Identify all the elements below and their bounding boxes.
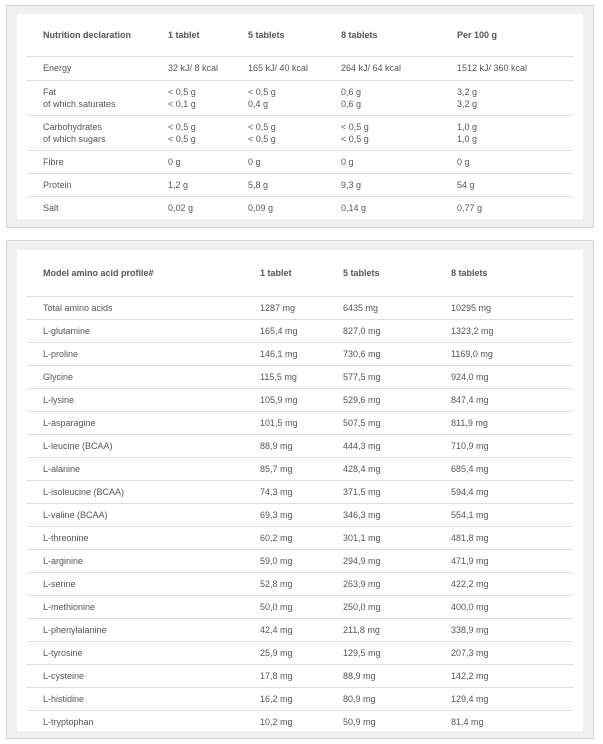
amino-value: 17,8 mg bbox=[244, 664, 327, 687]
amino-value: 577,5 mg bbox=[327, 365, 435, 388]
nutrition-row-energy bbox=[27, 56, 573, 80]
nutrient-value: 32 kJ/ 8 kcal bbox=[152, 56, 232, 80]
amino-row bbox=[27, 618, 573, 641]
amino-card bbox=[6, 240, 594, 739]
amino-label: L-arginine bbox=[27, 549, 244, 572]
amino-value: 471,9 mg bbox=[435, 549, 573, 572]
amino-label: L-tyrosine bbox=[27, 641, 244, 664]
amino-value: 142,2 mg bbox=[435, 664, 573, 687]
amino-label: L-asparagine bbox=[27, 411, 244, 434]
amino-value: 685,4 mg bbox=[435, 457, 573, 480]
amino-row bbox=[27, 687, 573, 710]
amino-label: L-serine bbox=[27, 572, 244, 595]
nutrient-value bbox=[441, 80, 573, 115]
amino-value: 811,9 mg bbox=[435, 411, 573, 434]
amino-value: 481,8 mg bbox=[435, 526, 573, 549]
amino-value: 25,9 mg bbox=[244, 641, 327, 664]
value-sub: < 0,5 g bbox=[168, 133, 196, 144]
amino-label: L-glutamine bbox=[27, 319, 244, 342]
amino-header-8-tablets: 8 tablets bbox=[451, 267, 488, 278]
amino-value: 301,1 mg bbox=[327, 526, 435, 549]
nutrient-value: 264 kJ/ 64 kcal bbox=[325, 56, 441, 80]
amino-value: 59,0 mg bbox=[244, 549, 327, 572]
amino-label: L-cysteine bbox=[27, 664, 244, 687]
amino-row bbox=[27, 710, 573, 733]
amino-row bbox=[27, 664, 573, 687]
amino-value: 371,5 mg bbox=[327, 480, 435, 503]
amino-value: 594,4 mg bbox=[435, 480, 573, 503]
amino-value: 554,1 mg bbox=[435, 503, 573, 526]
nutrition-header-per-100g: Per 100 g bbox=[457, 29, 498, 40]
nutrition-header-label: Nutrition declaration bbox=[43, 29, 132, 40]
amino-value: 88,9 mg bbox=[327, 664, 435, 687]
amino-value: 346,3 mg bbox=[327, 503, 435, 526]
nutrient-value: 1,2 g bbox=[152, 173, 232, 196]
nutrient-label: Energy bbox=[27, 56, 152, 80]
amino-label: L-histidine bbox=[27, 687, 244, 710]
nutrient-label-main: Carbohydrates bbox=[43, 121, 103, 132]
nutrition-table bbox=[27, 14, 573, 219]
amino-label: L-phenylalanine bbox=[27, 618, 244, 641]
amino-value: 263,9 mg bbox=[327, 572, 435, 595]
nutrient-label-sub: of which saturates bbox=[43, 98, 116, 109]
value-main: < 0,5 g bbox=[341, 121, 369, 132]
value-main: 0,6 g bbox=[341, 86, 362, 97]
amino-value: 69,3 mg bbox=[244, 503, 327, 526]
nutrition-header-row bbox=[27, 14, 573, 56]
amino-row bbox=[27, 457, 573, 480]
amino-row bbox=[27, 388, 573, 411]
nutrition-row-protein bbox=[27, 173, 573, 196]
amino-row bbox=[27, 434, 573, 457]
amino-row bbox=[27, 595, 573, 618]
amino-header-1-tablet: 1 tablet bbox=[260, 267, 292, 278]
nutrient-value bbox=[325, 80, 441, 115]
amino-value: 294,9 mg bbox=[327, 549, 435, 572]
amino-value: 16,2 mg bbox=[244, 687, 327, 710]
amino-value: 207,3 mg bbox=[435, 641, 573, 664]
amino-value: 60,2 mg bbox=[244, 526, 327, 549]
amino-value: 6435 mg bbox=[327, 296, 435, 319]
value-main: < 0,5 g bbox=[248, 121, 276, 132]
amino-value: 105,9 mg bbox=[244, 388, 327, 411]
amino-row bbox=[27, 503, 573, 526]
amino-row bbox=[27, 526, 573, 549]
amino-panel bbox=[17, 250, 583, 731]
nutrient-value: 0 g bbox=[325, 150, 441, 173]
amino-value: 81,4 mg bbox=[435, 710, 573, 733]
amino-value: 250,0 mg bbox=[327, 595, 435, 618]
nutrient-value: 0 g bbox=[232, 150, 325, 173]
amino-label: Total amino acids bbox=[27, 296, 244, 319]
value-sub: 3,2 g bbox=[457, 98, 478, 109]
nutrient-value bbox=[232, 115, 325, 150]
nutrient-value: 0,14 g bbox=[325, 196, 441, 219]
nutrient-value: 0,09 g bbox=[232, 196, 325, 219]
nutrient-value: 1512 kJ/ 360 kcal bbox=[441, 56, 573, 80]
value-main: < 0,5 g bbox=[168, 86, 196, 97]
nutrient-label bbox=[27, 80, 152, 115]
value-sub: 0,6 g bbox=[341, 98, 362, 109]
amino-value: 847,4 mg bbox=[435, 388, 573, 411]
amino-value: 80,9 mg bbox=[327, 687, 435, 710]
nutrition-row-carbohydrates bbox=[27, 115, 573, 150]
value-sub: < 0,5 g bbox=[341, 133, 369, 144]
nutrition-panel bbox=[17, 14, 583, 219]
amino-label: L-isoleucine (BCAA) bbox=[27, 480, 244, 503]
amino-label: Glycine bbox=[27, 365, 244, 388]
amino-value: 88,9 mg bbox=[244, 434, 327, 457]
amino-row bbox=[27, 572, 573, 595]
nutrient-label: Fibre bbox=[27, 150, 152, 173]
nutrient-value bbox=[152, 80, 232, 115]
amino-value: 444,3 mg bbox=[327, 434, 435, 457]
amino-value: 924,0 mg bbox=[435, 365, 573, 388]
amino-value: 400,0 mg bbox=[435, 595, 573, 618]
nutrient-value bbox=[232, 80, 325, 115]
amino-value: 42,4 mg bbox=[244, 618, 327, 641]
nutrient-value bbox=[152, 115, 232, 150]
amino-value: 428,4 mg bbox=[327, 457, 435, 480]
amino-row bbox=[27, 319, 573, 342]
amino-value: 710,9 mg bbox=[435, 434, 573, 457]
nutrient-value bbox=[441, 115, 573, 150]
value-main: < 0,5 g bbox=[168, 121, 196, 132]
nutrition-header-5-tablets: 5 tablets bbox=[248, 29, 285, 40]
amino-row bbox=[27, 342, 573, 365]
nutrient-label: Salt bbox=[27, 196, 152, 219]
amino-value: 146,1 mg bbox=[244, 342, 327, 365]
amino-value: 529,6 mg bbox=[327, 388, 435, 411]
amino-row bbox=[27, 296, 573, 319]
nutrient-label: Protein bbox=[27, 173, 152, 196]
amino-label: L-methionine bbox=[27, 595, 244, 618]
value-sub: < 0,5 g bbox=[248, 133, 276, 144]
nutrient-value: 0 g bbox=[441, 150, 573, 173]
amino-value: 74,3 mg bbox=[244, 480, 327, 503]
amino-label: L-threonine bbox=[27, 526, 244, 549]
nutrition-row-salt bbox=[27, 196, 573, 219]
value-main: 3,2 g bbox=[457, 86, 478, 97]
nutrient-value bbox=[325, 115, 441, 150]
amino-value: 101,5 mg bbox=[244, 411, 327, 434]
amino-label: L-valine (BCAA) bbox=[27, 503, 244, 526]
amino-value: 211,8 mg bbox=[327, 618, 435, 641]
nutrition-card bbox=[6, 5, 594, 228]
amino-row bbox=[27, 480, 573, 503]
amino-row bbox=[27, 411, 573, 434]
amino-header-row bbox=[27, 250, 573, 296]
value-sub: < 0,1 g bbox=[168, 98, 196, 109]
amino-value: 1287 mg bbox=[244, 296, 327, 319]
amino-value: 507,5 mg bbox=[327, 411, 435, 434]
amino-value: 827,0 mg bbox=[327, 319, 435, 342]
amino-value: 129,4 mg bbox=[435, 687, 573, 710]
amino-label: L-leucine (BCAA) bbox=[27, 434, 244, 457]
amino-value: 422,2 mg bbox=[435, 572, 573, 595]
amino-value: 1323,2 mg bbox=[435, 319, 573, 342]
amino-label: L-tryptophan bbox=[27, 710, 244, 733]
amino-value: 10,2 mg bbox=[244, 710, 327, 733]
amino-value: 730,6 mg bbox=[327, 342, 435, 365]
value-main: < 0,5 g bbox=[248, 86, 276, 97]
nutrient-label-sub: of which sugars bbox=[43, 133, 106, 144]
amino-label: L-lysine bbox=[27, 388, 244, 411]
value-sub: 0,4 g bbox=[248, 98, 269, 109]
nutrient-value: 9,3 g bbox=[325, 173, 441, 196]
nutrient-label-main: Fat bbox=[43, 86, 57, 97]
amino-value: 338,9 mg bbox=[435, 618, 573, 641]
nutrient-value: 0,02 g bbox=[152, 196, 232, 219]
amino-value: 85,7 mg bbox=[244, 457, 327, 480]
amino-value: 10295 mg bbox=[435, 296, 573, 319]
amino-value: 165,4 mg bbox=[244, 319, 327, 342]
nutrient-label bbox=[27, 115, 152, 150]
amino-table bbox=[27, 250, 573, 733]
amino-value: 50,9 mg bbox=[327, 710, 435, 733]
amino-value: 115,5 mg bbox=[244, 365, 327, 388]
nutrient-value: 5,8 g bbox=[232, 173, 325, 196]
amino-header-label: Model amino acid profile# bbox=[43, 267, 154, 278]
nutrient-value: 54 g bbox=[441, 173, 573, 196]
amino-row bbox=[27, 365, 573, 388]
nutrition-row-fat bbox=[27, 80, 573, 115]
nutrition-header-8-tablets: 8 tablets bbox=[341, 29, 378, 40]
value-sub: 1,0 g bbox=[457, 133, 478, 144]
nutrition-row-fibre bbox=[27, 150, 573, 173]
nutrition-header-1-tablet: 1 tablet bbox=[168, 29, 200, 40]
amino-value: 1169,0 mg bbox=[435, 342, 573, 365]
amino-row bbox=[27, 641, 573, 664]
value-main: 1,0 g bbox=[457, 121, 478, 132]
amino-value: 50,0 mg bbox=[244, 595, 327, 618]
nutrient-value: 0 g bbox=[152, 150, 232, 173]
nutrient-value: 0,77 g bbox=[441, 196, 573, 219]
amino-row bbox=[27, 549, 573, 572]
nutrient-value: 165 kJ/ 40 kcal bbox=[232, 56, 325, 80]
amino-label: L-alanine bbox=[27, 457, 244, 480]
amino-label: L-proline bbox=[27, 342, 244, 365]
amino-header-5-tablets: 5 tablets bbox=[343, 267, 380, 278]
amino-value: 129,5 mg bbox=[327, 641, 435, 664]
amino-value: 52,8 mg bbox=[244, 572, 327, 595]
